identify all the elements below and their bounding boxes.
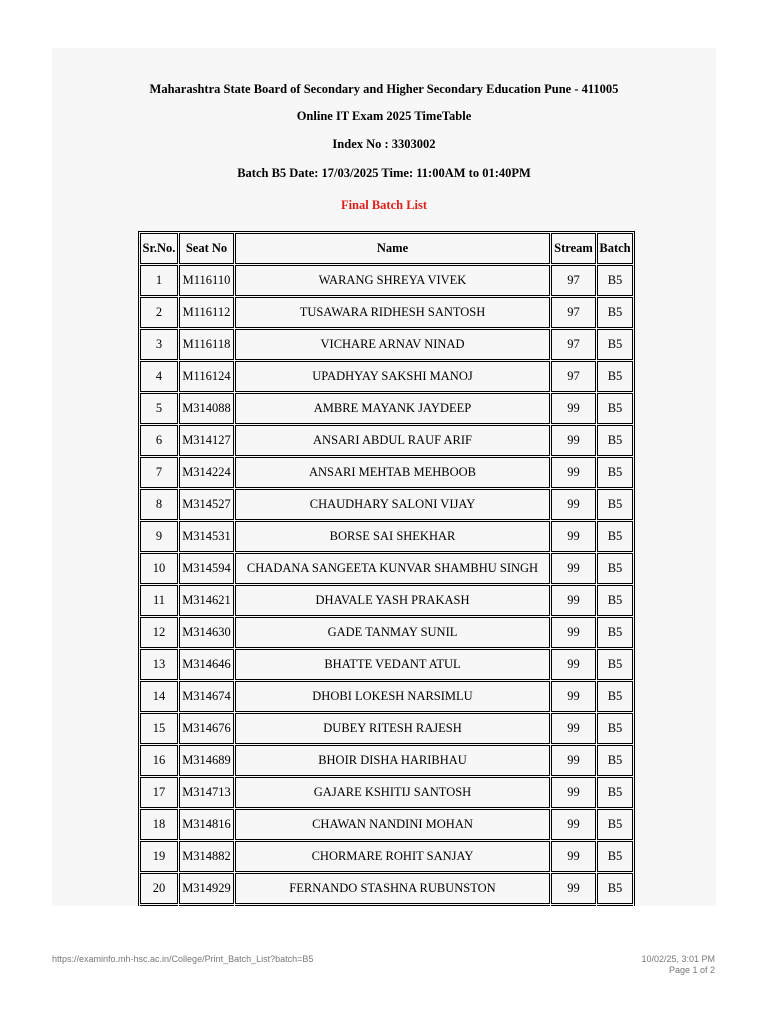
cell-sr: 1 — [140, 265, 178, 296]
table-row — [140, 777, 633, 808]
cell-stream: 99 — [551, 617, 596, 648]
exam-title: Online IT Exam 2025 TimeTable — [296, 109, 472, 123]
cell-sr: 12 — [140, 617, 178, 648]
cell-batch: B5 — [597, 681, 633, 712]
cell-batch: B5 — [597, 425, 633, 456]
cell-batch: B5 — [597, 745, 633, 776]
cell-empty — [140, 905, 178, 906]
table-row — [140, 745, 633, 776]
cell-name: DHOBI LOKESH NARSIMLU — [235, 681, 550, 712]
cell-batch: B5 — [597, 777, 633, 808]
cell-name: BHOIR DISHA HARIBHAU — [235, 745, 550, 776]
cell-sr: 16 — [140, 745, 178, 776]
cell-name: TUSAWARA RIDHESH SANTOSH — [235, 297, 550, 328]
cell-seat: M314676 — [179, 713, 234, 744]
print-sheet — [52, 48, 716, 906]
cell-sr: 14 — [140, 681, 178, 712]
cell-stream: 99 — [551, 425, 596, 456]
cell-sr: 18 — [140, 809, 178, 840]
cell-seat: M116112 — [179, 297, 234, 328]
cell-name: CHAUDHARY SALONI VIJAY — [235, 489, 550, 520]
cell-stream: 99 — [551, 553, 596, 584]
cell-stream: 99 — [551, 585, 596, 616]
cell-name: WARANG SHREYA VIVEK — [235, 265, 550, 296]
cell-batch: B5 — [597, 873, 633, 904]
cell-batch: B5 — [597, 329, 633, 360]
cell-seat: M314646 — [179, 649, 234, 680]
cell-seat: M116118 — [179, 329, 234, 360]
cell-name: ANSARI ABDUL RAUF ARIF — [235, 425, 550, 456]
col-srno-header: Sr.No. — [140, 233, 178, 264]
cell-sr: 9 — [140, 521, 178, 552]
cell-batch: B5 — [597, 585, 633, 616]
table-row — [140, 713, 633, 744]
cell-seat: M314929 — [179, 873, 234, 904]
batch-info: Batch B5 Date: 17/03/2025 Time: 11:00AM to 01:40PM — [237, 166, 531, 180]
cell-name: CHORMARE ROHIT SANJAY — [235, 841, 550, 872]
cell-stream: 99 — [551, 489, 596, 520]
cell-sr: 13 — [140, 649, 178, 680]
cell-name: GADE TANMAY SUNIL — [235, 617, 550, 648]
cell-stream: 99 — [551, 841, 596, 872]
cell-stream: 99 — [551, 681, 596, 712]
table-row — [140, 457, 633, 488]
cell-name: ANSARI MEHTAB MEHBOOB — [235, 457, 550, 488]
table-row — [140, 265, 633, 296]
cell-sr: 19 — [140, 841, 178, 872]
cell-sr: 7 — [140, 457, 178, 488]
table-row — [140, 841, 633, 872]
cell-stream: 99 — [551, 393, 596, 424]
col-stream-header: Stream — [551, 233, 596, 264]
cell-seat: M314127 — [179, 425, 234, 456]
cell-empty — [235, 905, 550, 906]
cell-stream: 99 — [551, 873, 596, 904]
cell-sr: 20 — [140, 873, 178, 904]
footer-datetime: 10/02/25, 3:01 PM — [641, 954, 715, 964]
cell-batch: B5 — [597, 489, 633, 520]
table-row — [140, 297, 633, 328]
table-row — [140, 393, 633, 424]
cell-sr: 10 — [140, 553, 178, 584]
cell-seat: M314713 — [179, 777, 234, 808]
cell-seat: M116124 — [179, 361, 234, 392]
cell-sr: 5 — [140, 393, 178, 424]
cell-seat: M314527 — [179, 489, 234, 520]
cell-name: BORSE SAI SHEKHAR — [235, 521, 550, 552]
cell-batch: B5 — [597, 649, 633, 680]
table-row — [140, 649, 633, 680]
index-number: Index No : 3303002 — [332, 137, 436, 151]
cell-seat: M314674 — [179, 681, 234, 712]
cell-stream: 99 — [551, 713, 596, 744]
cell-batch: B5 — [597, 553, 633, 584]
cell-batch: B5 — [597, 265, 633, 296]
cell-seat: M314882 — [179, 841, 234, 872]
cell-name: CHAWAN NANDINI MOHAN — [235, 809, 550, 840]
cell-batch: B5 — [597, 521, 633, 552]
cell-stream: 99 — [551, 809, 596, 840]
table-row — [140, 585, 633, 616]
table-row — [140, 553, 633, 584]
cell-sr: 2 — [140, 297, 178, 328]
cell-sr: 4 — [140, 361, 178, 392]
table-row — [140, 681, 633, 712]
cell-sr: 3 — [140, 329, 178, 360]
cell-seat: M314088 — [179, 393, 234, 424]
cell-seat: M314689 — [179, 745, 234, 776]
list-title: Final Batch List — [340, 198, 428, 212]
cell-name: BHATTE VEDANT ATUL — [235, 649, 550, 680]
cell-batch: B5 — [597, 361, 633, 392]
cell-name: FERNANDO STASHNA RUBUNSTON — [235, 873, 550, 904]
cell-sr: 15 — [140, 713, 178, 744]
col-seat-header: Seat No — [179, 233, 234, 264]
cell-name: AMBRE MAYANK JAYDEEP — [235, 393, 550, 424]
cell-seat: M314594 — [179, 553, 234, 584]
cell-stream: 99 — [551, 745, 596, 776]
cell-sr: 6 — [140, 425, 178, 456]
table-row — [140, 425, 633, 456]
cell-batch: B5 — [597, 809, 633, 840]
cell-seat: M314224 — [179, 457, 234, 488]
cell-stream: 97 — [551, 361, 596, 392]
board-title: Maharashtra State Board of Secondary and Higher Secondary Education Pune - 411005 — [149, 82, 619, 96]
cell-batch: B5 — [597, 393, 633, 424]
cell-seat: M116110 — [179, 265, 234, 296]
cell-sr: 8 — [140, 489, 178, 520]
cell-name: DUBEY RITESH RAJESH — [235, 713, 550, 744]
cell-empty — [179, 905, 234, 906]
footer-page: Page 1 of 2 — [668, 965, 715, 975]
cell-stream: 99 — [551, 521, 596, 552]
table-row — [140, 521, 633, 552]
cell-sr: 17 — [140, 777, 178, 808]
footer-url: https://examinfo.mh-hsc.ac.in/College/Print_Batch_List?batch=B5 — [52, 954, 314, 964]
table-row — [140, 489, 633, 520]
cell-stream: 99 — [551, 457, 596, 488]
cell-stream: 97 — [551, 265, 596, 296]
cell-name: UPADHYAY SAKSHI MANOJ — [235, 361, 550, 392]
cell-empty — [597, 905, 633, 906]
cell-batch: B5 — [597, 617, 633, 648]
cell-stream: 97 — [551, 297, 596, 328]
cell-seat: M314621 — [179, 585, 234, 616]
cell-stream: 97 — [551, 329, 596, 360]
cell-batch: B5 — [597, 713, 633, 744]
table-row-continued — [140, 905, 633, 906]
cell-empty — [551, 905, 596, 906]
col-name-header: Name — [235, 233, 550, 264]
col-batch-header: Batch — [597, 233, 633, 264]
table-row — [140, 873, 633, 904]
cell-batch: B5 — [597, 297, 633, 328]
cell-name: DHAVALE YASH PRAKASH — [235, 585, 550, 616]
cell-name: VICHARE ARNAV NINAD — [235, 329, 550, 360]
cell-seat: M314531 — [179, 521, 234, 552]
cell-name: GAJARE KSHITIJ SANTOSH — [235, 777, 550, 808]
table-row — [140, 329, 633, 360]
table-row — [140, 361, 633, 392]
table-row — [140, 617, 633, 648]
cell-stream: 99 — [551, 649, 596, 680]
cell-seat: M314630 — [179, 617, 234, 648]
table-header-row — [140, 233, 633, 264]
cell-batch: B5 — [597, 457, 633, 488]
cell-name: CHADANA SANGEETA KUNVAR SHAMBHU SINGH — [235, 553, 550, 584]
table-row — [140, 809, 633, 840]
cell-seat: M314816 — [179, 809, 234, 840]
batch-table — [138, 231, 635, 906]
cell-stream: 99 — [551, 777, 596, 808]
cell-batch: B5 — [597, 841, 633, 872]
cell-sr: 11 — [140, 585, 178, 616]
